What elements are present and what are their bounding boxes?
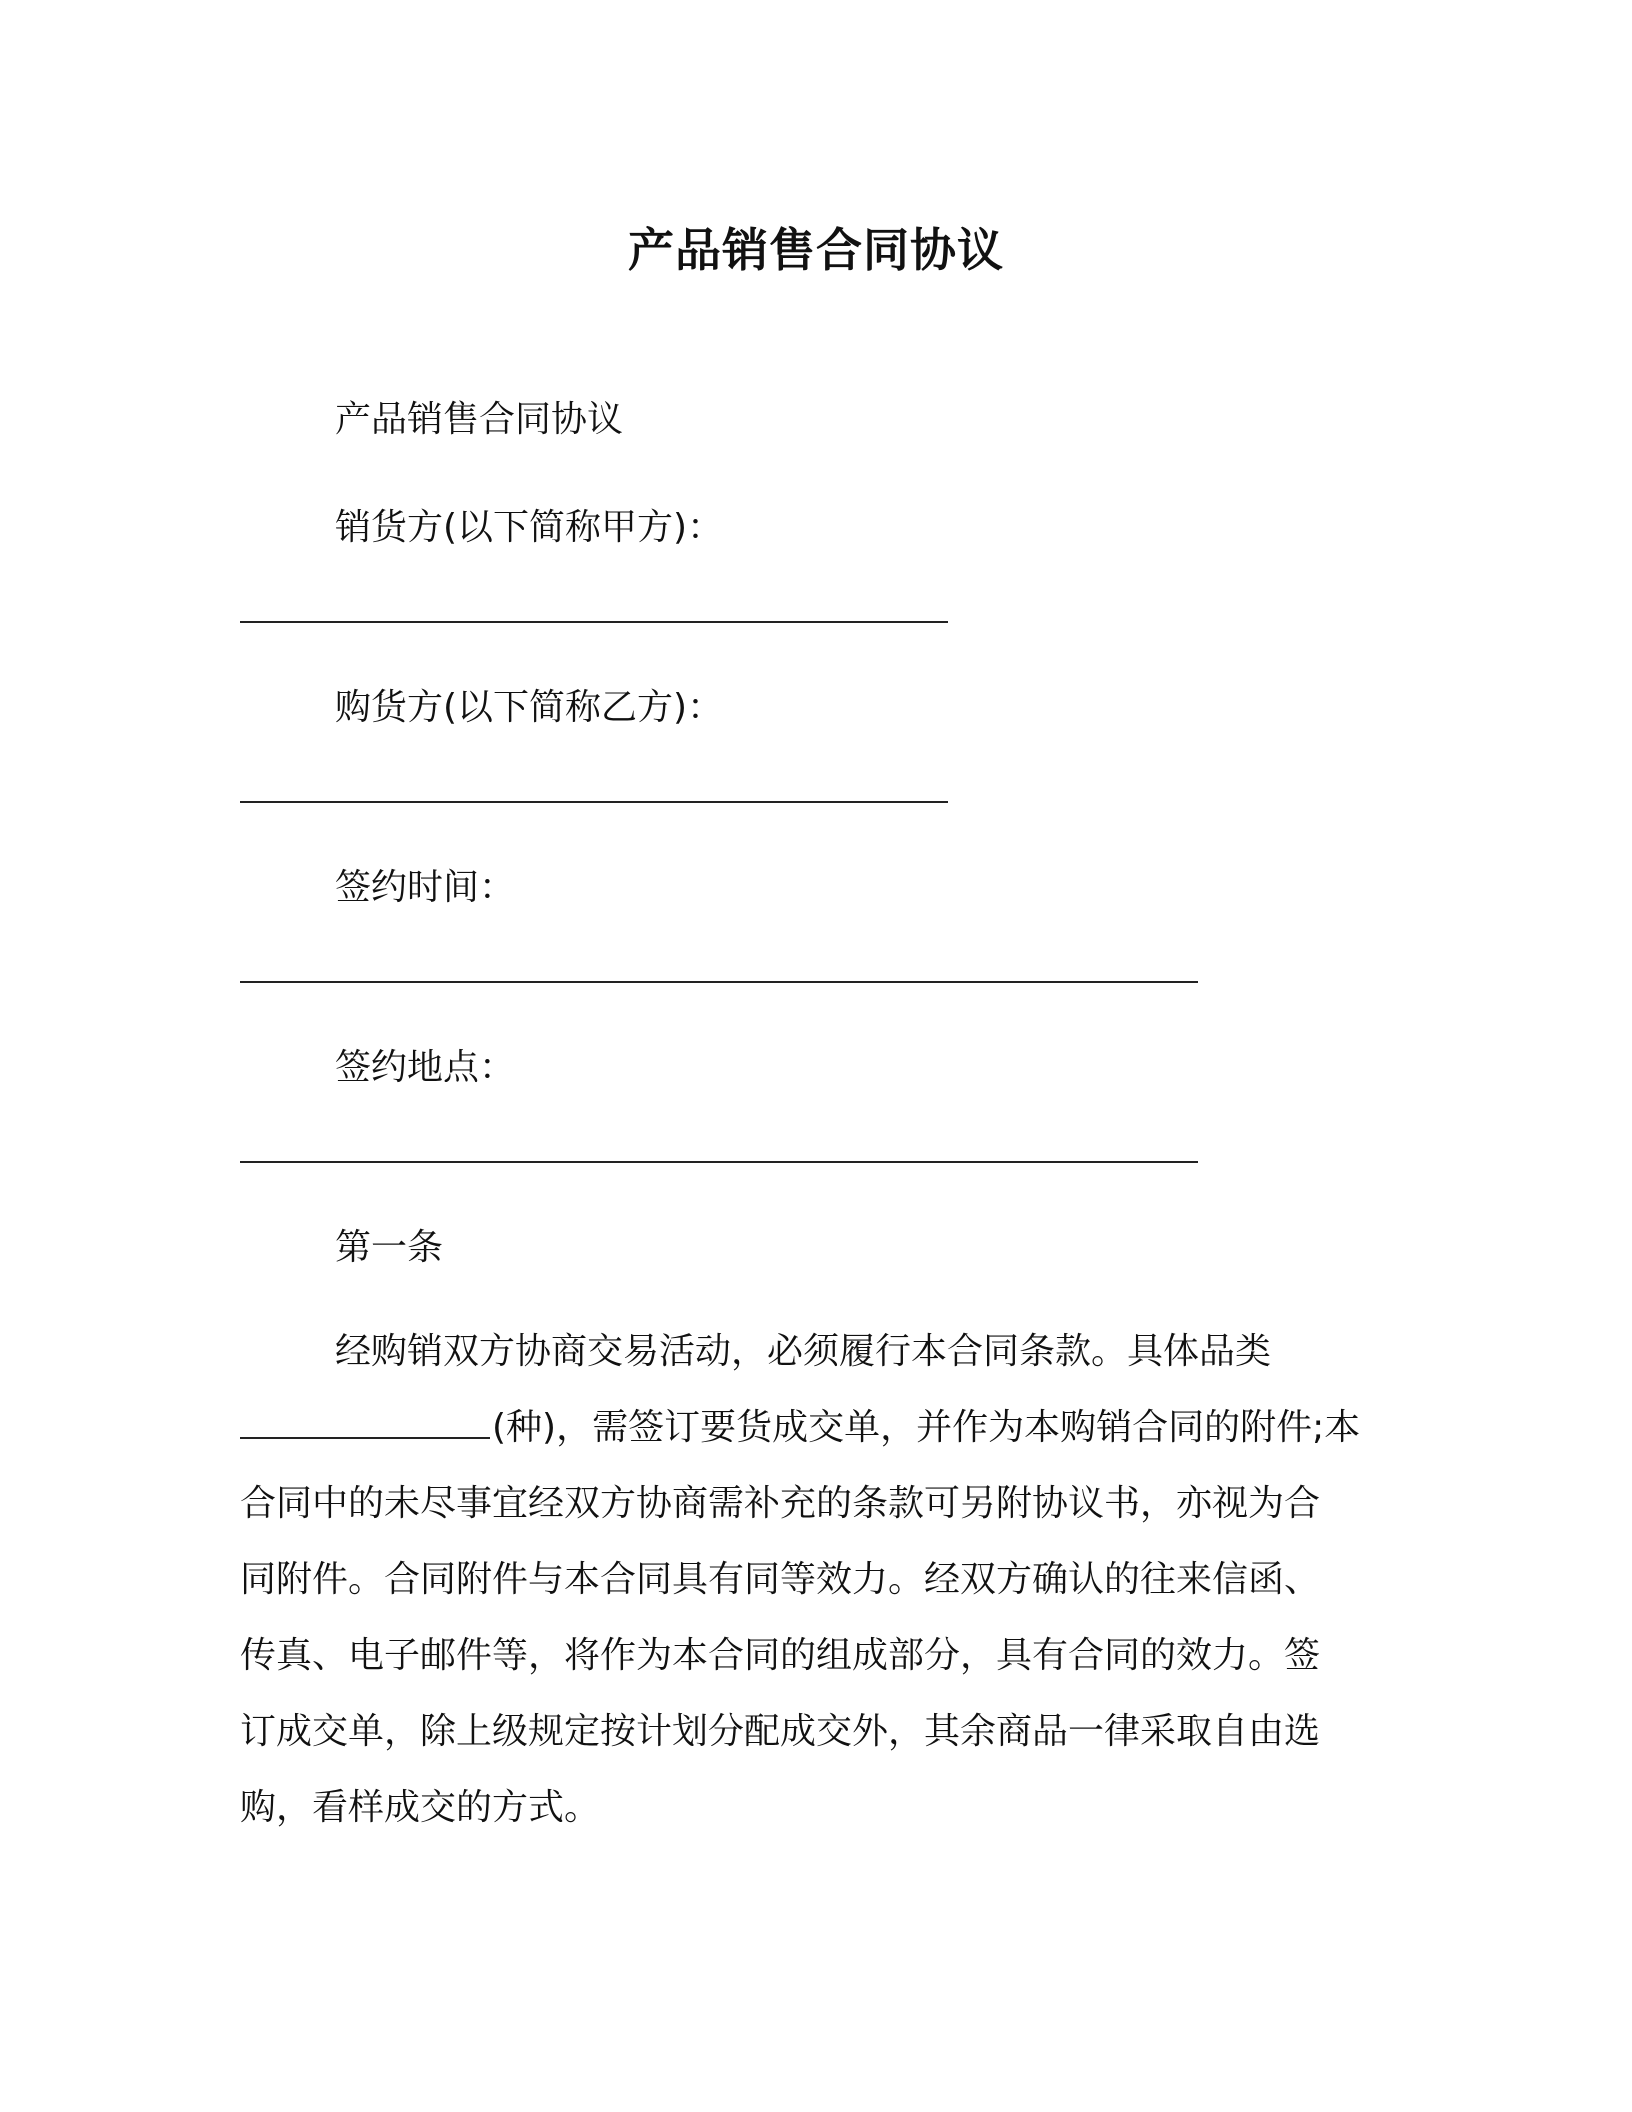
category-blank [240,1407,490,1439]
sign-place-label: 签约地点： [335,1047,516,1088]
article-one-line-5: 传真、电子邮件等，将作为本合同的组成部分，具有合同的效力。签 [240,1635,1321,1676]
article-one-line-2-text: (种)，需签订要货成交单，并作为本购销合同的附件;本 [492,1407,1361,1448]
document-title: 产品销售合同协议 [628,223,1004,277]
sign-time-blank-line [240,981,1198,983]
buyer-blank-line [240,801,948,803]
article-one-line-2 [240,1406,1360,1450]
article-one-line-3: 合同中的未尽事宜经双方协商需补充的条款可另附协议书，亦视为合 [240,1483,1321,1524]
article-one-line-6: 订成交单，除上级规定按计划分配成交外，其余商品一律采取自由选 [240,1711,1321,1752]
article-one-line-4: 同附件。合同附件与本合同具有同等效力。经双方确认的往来信函、 [240,1559,1321,1600]
buyer-label: 购货方(以下简称乙方)： [335,687,724,728]
article-one-heading: 第一条 [335,1227,444,1268]
seller-label: 销货方(以下简称甲方)： [335,507,724,548]
document-subtitle: 产品销售合同协议 [335,399,624,440]
sign-time-label: 签约时间： [335,867,516,908]
article-one-line-1: 经购销双方协商交易活动，必须履行本合同条款。具体品类 [335,1331,1272,1372]
sign-place-blank-line [240,1161,1198,1163]
seller-blank-line [240,621,948,623]
article-one-line-7: 购，看样成交的方式。 [240,1787,601,1828]
